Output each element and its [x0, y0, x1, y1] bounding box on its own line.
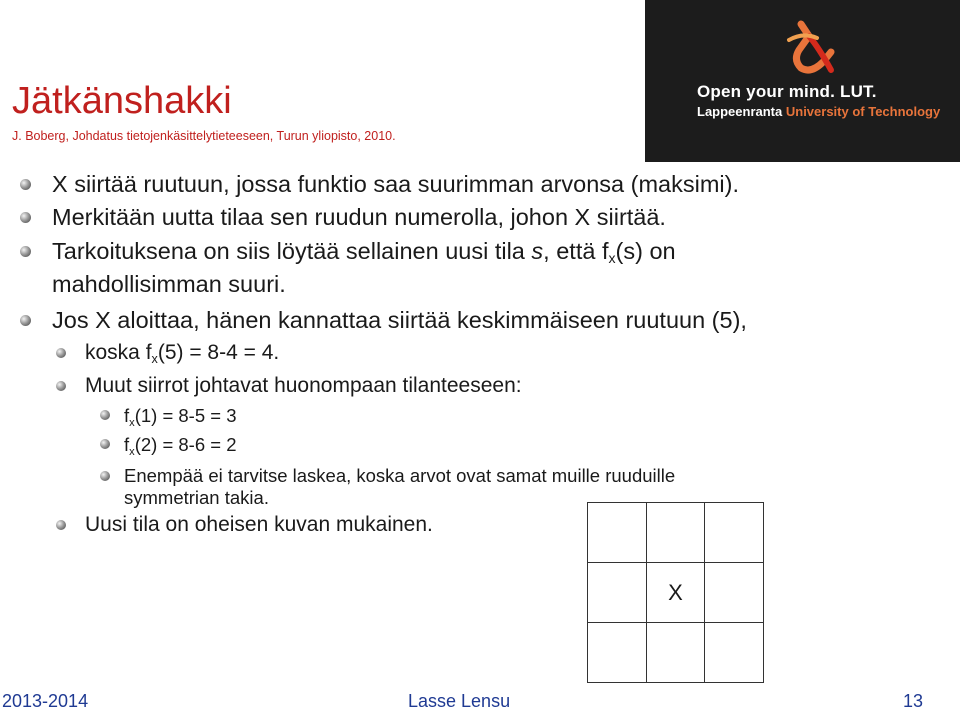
slide-subtitle: J. Boberg, Johdatus tietojenkäsittelytieteeseen, Turun yliopisto, 2010.: [12, 129, 396, 143]
bullet-icon: [100, 439, 110, 449]
bullet-icon: [20, 212, 31, 223]
bullet-icon: [20, 246, 31, 257]
bullet-4: Jos X aloittaa, hänen kannattaa siirtää keskimmäiseen ruutuun (5),: [52, 307, 747, 333]
bullet-icon: [56, 520, 66, 530]
board-cell-1: [588, 503, 647, 563]
tic-tac-toe-board: [587, 502, 764, 683]
bullet-4-2-3: Enempää ei tarvitse laskea, koska arvot ovat samat muille ruuduille: [124, 465, 676, 486]
bullet-icon: [100, 471, 110, 481]
bullet-4-1: koska $f_x(5) = 8-4 = 4$.: [85, 341, 280, 366]
board-cell-8: [646, 623, 705, 683]
bullet-icon: [20, 179, 31, 190]
bullet-4-2-2: $f_x(2) = 8-6 = 2$: [124, 434, 237, 458]
logo-slogan: Open your mind. LUT.: [697, 82, 877, 101]
logo-university: Lappeenranta University of Technology: [697, 104, 941, 119]
board-cell-3: [705, 503, 764, 563]
bullet-4-2-3-cont: symmetrian takia.: [124, 487, 269, 508]
slide-title: Jätkänshakki: [12, 80, 232, 122]
footer-year: 2013-2014: [2, 691, 89, 711]
lut-logo: [645, 0, 960, 162]
board-cell-7: [588, 623, 647, 683]
footer-author: Lasse Lensu: [408, 691, 511, 711]
bullet-1: X siirtää ruutuun, jossa funktio saa suurimman arvonsa (maksimi).: [52, 171, 739, 197]
bullet-4-2-1: $f_x(1) = 8-5 = 3$: [124, 405, 237, 429]
board-cell-2: [646, 503, 705, 563]
board-cell-4: [588, 563, 647, 623]
bullet-icon: [56, 381, 66, 391]
board-cell-6: [705, 563, 764, 623]
bullet-2: Merkitään uutta tilaa sen ruudun numerolla, johon X siirtää.: [52, 204, 666, 230]
bullet-icon: [100, 410, 110, 420]
bullet-icon: [20, 315, 31, 326]
bullet-3: Tarkoituksena on siis löytää sellainen uusi tila s, että $f_x(s)$ on: [52, 238, 676, 266]
bullet-5: Uusi tila on oheisen kuvan mukainen.: [85, 513, 433, 536]
ampersand-logo-icon: [779, 18, 839, 78]
board-cell-9: [705, 623, 764, 683]
bullet-icon: [56, 348, 66, 358]
board-cell-5: X: [646, 563, 705, 623]
page-number: 13: [903, 691, 924, 711]
bullet-3-cont: mahdollisimman suuri.: [52, 271, 286, 297]
bullet-4-2: Muut siirrot johtavat huonompaan tilanteeseen:: [85, 374, 522, 397]
